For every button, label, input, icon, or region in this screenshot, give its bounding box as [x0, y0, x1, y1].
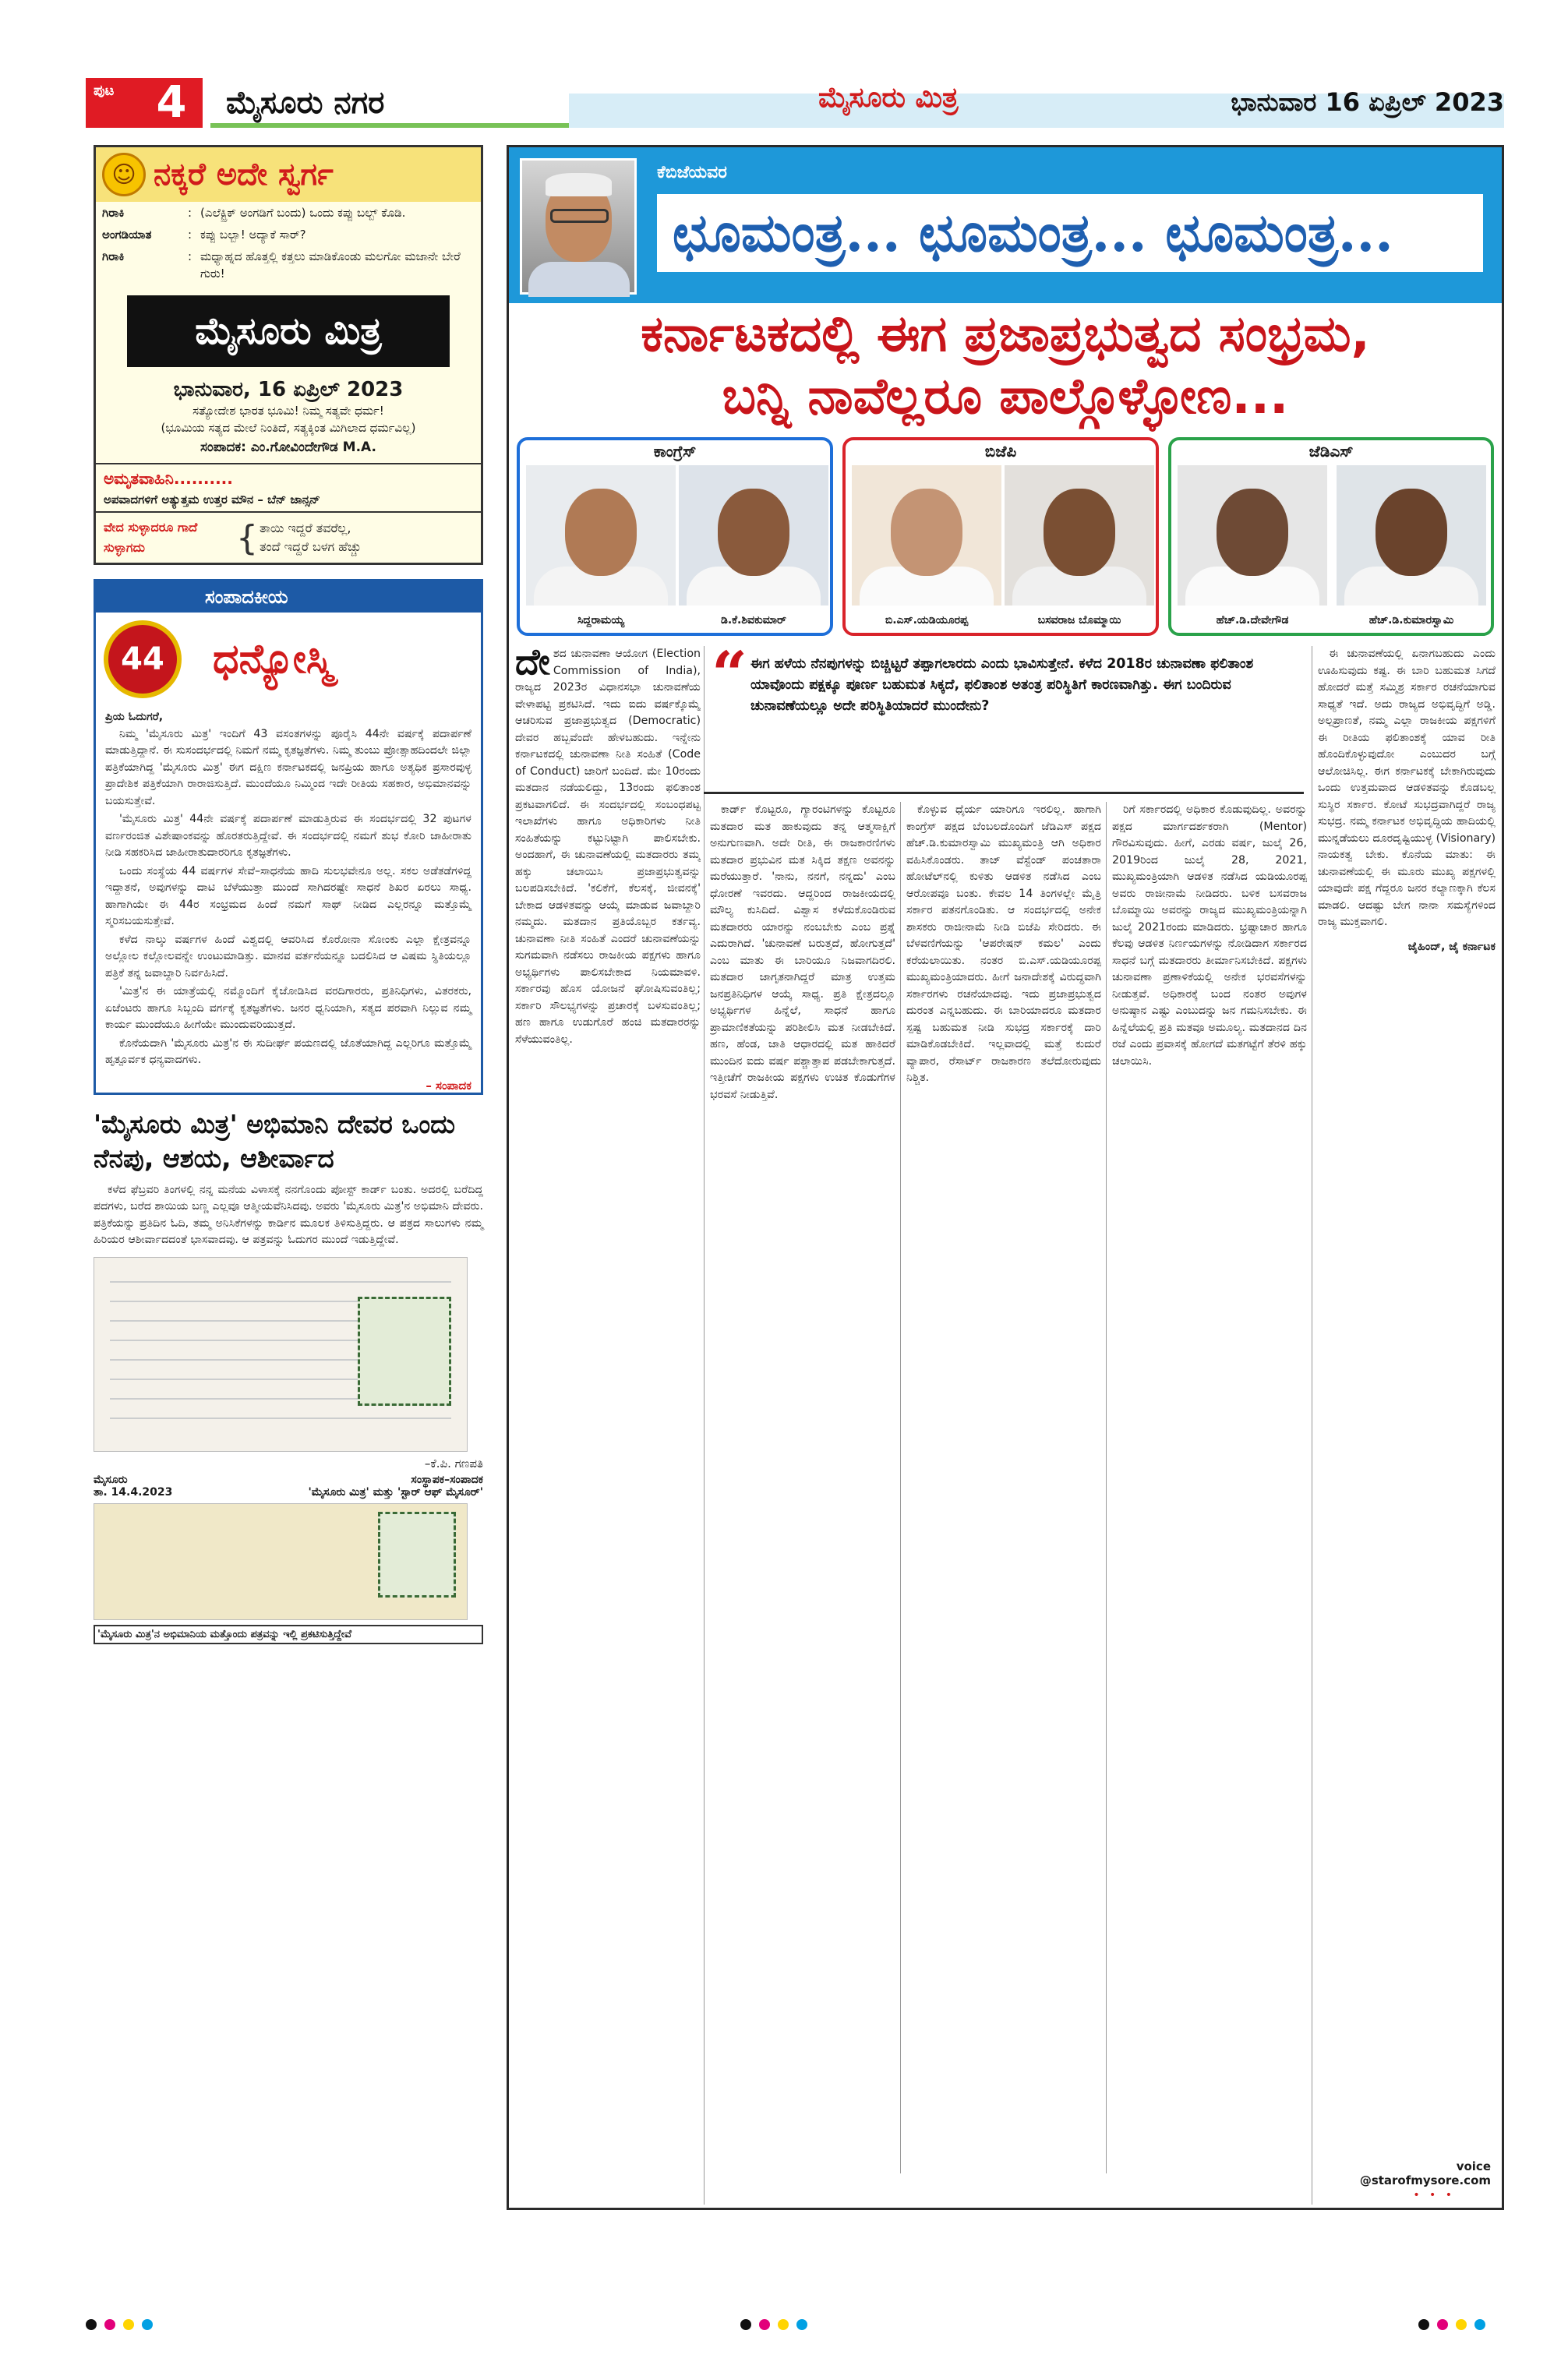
humor-line: ಗಿರಾಕಿ : ಮಧ್ಯಾಹ್ನದ ಹೊತ್ತಲ್ಲಿ ಕತ್ತಲು ಮಾಡಿಕೊಂಡು ಮಲಗೋ ಮಜಾನೇ ಬೇರೆ ಗುರು! [96, 245, 481, 284]
editorial-salutation: ಪ್ರಿಯ ಓದುಗರೆ, [105, 711, 164, 723]
article-column [1112, 802, 1307, 2173]
headline-line: ಬನ್ನಿ ನಾವೆಲ್ಲರೂ ಪಾಲ್ಗೊಳ್ಳೋಣ... [722, 368, 1289, 425]
masthead-date: ಭಾನುವಾರ, 16 ಏಪ್ರಿಲ್ 2023 [173, 378, 404, 401]
quote-text: ಅಪವಾದಗಳಿಗೆ ಅತ್ಯುತ್ತಮ ಉತ್ತರ ಮೌನ – ಬೆನ್ ಜಾನ್ಸನ್ [104, 493, 320, 507]
editorial-paragraph: 'ಮಿತ್ರ'ನ ಈ ಯಾತ್ರೆಯಲ್ಲಿ ನಮ್ಮೊಂದಿಗೆ ಕೈಜೋಡಿಸಿದ ವರದಿಗಾರರು, ಪ್ರತಿನಿಧಿಗಳು, ವಿತರಕರು, ಏಜೆಂಟರು ಹಾಗೂ ಸಿಬ್ಬಂದಿ ವರ್ಗಕ್ಕೆ ಕೃತಜ್ಞತೆಗಳು. ಜನರ ಧ್ವನಿಯಾಗಿ, ಸತ್ಯದ ಪರವಾಗಿ ನಿಲ್ಲುವ ನಮ್ಮ ಕಾರ್ಯ ಮುಂದೆಯೂ ಹೀಗೆಯೇ ಮುಂದುವರಿಯುತ್ತದೆ. [105, 985, 471, 1031]
end-mark-icon: • • • [1413, 2189, 1455, 2201]
article-column [906, 802, 1101, 2173]
article-text: ಕೊಳ್ಳುವ ಧೈರ್ಯ ಯಾರಿಗೂ ಇರಲಿಲ್ಲ. ಹಾಗಾಗಿ ಕಾಂಗ್ರೆಸ್ ಪಕ್ಷದ ಬೆಂಬಲದೊಂದಿಗೆ ಜೆಡಿಎಸ್ ಪಕ್ಷದ ಹೆಚ್.ಡಿ.ಕುಮಾರಸ್ವಾಮಿ ಮುಖ್ಯಮಂತ್ರಿ ಆಗಿ ಅಧಿಕಾರ ವಹಿಸಿಕೊಂಡರು. ತಾಜ್ ವೆಸ್ಟೆಂಡ್ ಪಂಚತಾರಾ ಹೋಟೆಲ್‌ನಲ್ಲಿ ಕುಳಿತು ಆಡಳಿತ ನಡೆಸಿದ ಎಂಬ ಆರೋಪವೂ ಬಂತು. ಕೇವಲ 14 ತಿಂಗಳಲ್ಲೇ ಮೈತ್ರಿ ಸರ್ಕಾರ ಪತನಗೊಂಡಿತು. ಆ ಸಂದರ್ಭದಲ್ಲಿ ಅನೇಕ ಶಾಸಕರು ರಾಜೀನಾಮೆ ನೀಡಿ ಬಿಜೆಪಿ ಸೇರಿದರು. ಈ ಬೆಳವಣಿಗೆಯನ್ನು 'ಆಪರೇಷನ್ ಕಮಲ' ಎಂದು ಕರೆಯಲಾಯಿತು. ನಂತರ ಬಿ.ಎಸ್.ಯಡಿಯೂರಪ್ಪ ಮುಖ್ಯಮಂತ್ರಿಯಾದರು. ಹೀಗೆ ಜನಾದೇಶಕ್ಕೆ ವಿರುದ್ಧವಾಗಿ ಸರ್ಕಾರಗಳು ರಚನೆಯಾದವು. ಇದು ಪ್ರಜಾಪ್ರಭುತ್ವದ ದುರಂತ ಎನ್ನಬಹುದು. ಈ ಬಾರಿಯಾದರೂ ಮತದಾರ ಸ್ಪಷ್ಟ ಬಹುಮತ ನೀಡಿ ಸುಭದ್ರ ಸರ್ಕಾರಕ್ಕೆ ದಾರಿ ಮಾಡಿಕೊಡಬೇಕಿದೆ. ಇಲ್ಲವಾದಲ್ಲಿ ಮತ್ತೆ ಕುದುರೆ ವ್ಯಾಪಾರ, ರೆಸಾರ್ಟ್ ರಾಜಕಾರಣ ತಲೆದೋರುವುದು ನಿಶ್ಚಿತ. [906, 803, 1101, 1084]
party-box-jds [1168, 437, 1494, 636]
columnist-photo [520, 158, 637, 295]
tribute-body [94, 1182, 483, 1249]
column-title: ಛೂಮಂತ್ರ... ಛೂಮಂತ್ರ... ಛೂಮಂತ್ರ... [657, 194, 1483, 272]
humor-title: ನಕ್ಕರೆ ಅದೇ ಸ್ವರ್ಗ [154, 157, 334, 192]
page-number: 4 [140, 78, 203, 128]
proverb-heading: ವೇದ ಸುಳ್ಳಾದರೂ ಗಾದೆ ಸುಳ್ಳಾಗದು [104, 520, 198, 555]
leader-name: ಸಿದ್ದರಾಮಯ್ಯ [577, 614, 625, 627]
quote-heading: ಅಮೃತವಾಹಿನಿ.......... [104, 469, 233, 488]
article-text: ಈ ಚುನಾವಣೆಯಲ್ಲಿ ಏನಾಗಬಹುದು ಎಂದು ಊಹಿಸುವುದು ಕಷ್ಟ. ಈ ಬಾರಿ ಬಹುಮತ ಸಿಗದೆ ಹೋದರೆ ಮತ್ತೆ ಸಮ್ಮಿಶ್ರ ಸರ್ಕಾರ ರಚನೆಯಾಗುವ ಸಾಧ್ಯತೆ ಇದೆ. ಅದು ರಾಜ್ಯದ ಅಭಿವೃದ್ಧಿಗೆ ಅಡ್ಡಿ. ಅಲ್ಪಪ್ರಾಣತೆ, ನಮ್ಮ ಎಲ್ಲಾ ರಾಜಕೀಯ ಪಕ್ಷಗಳಿಗೆ ಈ ರೀತಿಯ ಫಲಿತಾಂಶಕ್ಕೆ ಯಾವ ರೀತಿ ಹೊಂದಿಕೊಳ್ಳುವುದೋ ಎಂಬುದರ ಬಗ್ಗೆ ಆಲೋಚಿಸಿಲ್ಲ. ಈಗ ಕರ್ನಾಟಕಕ್ಕೆ ಬೇಕಾಗಿರುವುದು ಒಂದು ಉತ್ತಮವಾದ ಆಡಳಿತವನ್ನು ಕೊಡಬಲ್ಲ ಸುಸ್ಥಿರ ಸರ್ಕಾರ. ಕೋಟೆ ಸುಭದ್ರವಾಗಿದ್ದರೆ ರಾಜ್ಯ ಸುಭದ್ರ. ನಮ್ಮ ಕರ್ನಾಟಕ ಅಭಿವೃದ್ಧಿಯ ಹಾದಿಯಲ್ಲಿ ಮುನ್ನಡೆಯಲು ದೂರದೃಷ್ಟಿಯುಳ್ಳ (Visionary) ನಾಯಕತ್ವ ಬೇಕು. ಕೊನೆಯ ಮಾತು: ಈ ಚುನಾವಣೆಯಲ್ಲಿ ಈ ಮೂರು ಮುಖ್ಯ ಪಕ್ಷಗಳಲ್ಲಿ ಯಾವುದೇ ಪಕ್ಷ ಗೆದ್ದರೂ ಜನರ ಕಲ್ಯಾಣಕ್ಕಾಗಿ ಕೆಲಸ ಮಾಡಲಿ. ಆದಷ್ಟು ಬೇಗ ನಾನಾ ಸಮಸ್ಯೆಗಳಿಂದ ರಾಜ್ಯ ಮುಕ್ತವಾಗಲಿ. [1318, 648, 1496, 928]
editorial-paragraph: ಒಂದು ಸಂಸ್ಥೆಯ 44 ವರ್ಷಗಳ ಸೇವೆ–ಸಾಧನೆಯ ಹಾದಿ ಸುಲಭವೇನೂ ಅಲ್ಲ. ಸಕಲ ಅಡೆತಡೆಗಳಿದ್ದ ಇದ್ದಾತನೆ, ಅವುಗಳನ್ನು ದಾಟಿ ಬೆಳೆಯುತ್ತಾ ಮುಂದೆ ಸಾಗಿದರಷ್ಟೇ ಸಾಧನೆ ಶಿಖರ ಏರಲು ಸಾಧ್ಯ. ಹಾಗಾಗಿಯೇ ಈ 44ರ ಸಂಭ್ರಮದ ಹಿಂದೆ ನಮಗೆ ಸಾಥ್ ನೀಡಿದ ಎಲ್ಲರನ್ನೂ ಮತ್ತೊಮ್ಮೆ ಸ್ಮರಿಸಬಯಸುತ್ತೇವೆ. [105, 864, 471, 927]
masthead-motto-note: (ಭೂಮಿಯ ಸತ್ಯದ ಮೇಲೆ ನಿಂತಿದೆ, ಸತ್ಯಕ್ಕಿಂತ ಮಿಗಿಲಾದ ಧರ್ಮವಿಲ್ಲ) [161, 421, 416, 435]
registration-marks [1418, 2319, 1485, 2330]
party-box-bjp [842, 437, 1159, 636]
leader-photo [679, 465, 828, 606]
masthead-editor: ಸಂಪಾದಕ: ಎಂ.ಗೋವಿಂದೇಗೌಡ M.A. [200, 440, 376, 455]
leader-name: ಬಿ.ಎಸ್.ಯಡಿಯೂರಪ್ಪ [885, 614, 969, 627]
second-letter-image [94, 1503, 468, 1620]
brace-icon: { [236, 517, 258, 558]
leader-name: ಹೆಚ್.ಡಿ.ಕುಮಾರಸ್ವಾಮಿ [1368, 614, 1454, 627]
leader-photo [1337, 465, 1486, 606]
tribute-paragraph: ಕಳೆದ ಫೆಬ್ರವರಿ ತಿಂಗಳಲ್ಲಿ ನನ್ನ ಮನೆಯ ವಿಳಾಸಕ್ಕೆ ನನಗೊಂದು ಪೋಸ್ಟ್ ಕಾರ್ಡ್ ಬಂತು. ಅದರಲ್ಲಿ ಬರೆದಿದ್ದ ಪದಗಳು, ಬರೆದ ಶಾಯಿಯ ಬಣ್ಣ ಎಲ್ಲವೂ ಆತ್ಮೀಯವೆನಿಸಿದವು. ಅವರು 'ಮೈಸೂರು ಮಿತ್ರ'ನ ಅಭಿಮಾನಿ ದೇವರು. ಪತ್ರಿಕೆಯನ್ನು ಪ್ರತಿದಿನ ಓದಿ, ತಮ್ಮ ಅನಿಸಿಕೆಗಳನ್ನು ಕಾರ್ಡಿನ ಮೂಲಕ ತಿಳಿಸುತ್ತಿದ್ದರು. ಆ ಪತ್ರದ ಸಾಲುಗಳು ನಮ್ಮ ಹಿರಿಯರ ಆಶೀರ್ವಾದದಂತೆ ಭಾಸವಾದವು. ಆ ಪತ್ರವನ್ನು ಓದುಗರ ಮುಂದೆ ಇಡುತ್ತಿದ್ದೇವೆ. [94, 1183, 483, 1246]
leader-name: ಹೆಚ್.ಡಿ.ದೇವೇಗೌಡ [1216, 614, 1289, 627]
article-closing: ಜೈಹಿಂದ್, ಜೈ ಕರ್ನಾಟಕ [1407, 940, 1496, 953]
article-column [515, 646, 701, 2173]
letter-signature: –ಕೆ.ಪಿ. ಗಣಪತಿ [424, 1456, 483, 1471]
humor-line: ಗಿರಾಕಿ : (ಎಲೆಕ್ಟ್ರಿಕ್ ಅಂಗಡಿಗೆ ಬಂದು) ಒಂದು ಕಪ್ಪು ಬಲ್ಬ್ ಕೊಡಿ. [96, 202, 481, 224]
humor-box [94, 145, 483, 565]
section-title: ಮೈಸೂರು ನಗರ [210, 78, 569, 128]
editorial-paragraph: 'ಮೈಸೂರು ಮಿತ್ರ' 44ನೇ ವರ್ಷಕ್ಕೆ ಪದಾರ್ಪಣೆ ಮಾಡುತ್ತಿರುವ ಈ ಸಂದರ್ಭದಲ್ಲಿ 32 ಪುಟಗಳ ವರ್ಣರಂಜಿತ ವಿಶೇಷಾಂಕವನ್ನು ಹೊರತರುತ್ತಿದ್ದೇವೆ. ಈ ಸಂದರ್ಭದಲ್ಲಿ ನಮಗೆ ಶುಭ ಕೋರಿ ಜಾಹೀರಾತು ನೀಡಿ ಸಹಕರಿಸಿದ ಜಾಹೀರಾತುದಾರರಿಗೂ ಕೃತಜ್ಞತೆಗಳು. [105, 813, 471, 859]
editorial-paragraph: ಕಳೆದ ನಾಲ್ಕು ವರ್ಷಗಳ ಹಿಂದೆ ವಿಶ್ವದಲ್ಲಿ ಆವರಿಸಿದ ಕೊರೋನಾ ಸೋಂಕು ಎಲ್ಲಾ ಕ್ಷೇತ್ರವನ್ನೂ ಅಲ್ಲೋಲ ಕಲ್ಲೋಲವನ್ನೇ ಉಂಟುಮಾಡಿತ್ತು. ಮಾನವ ವರ್ತನೆಯನ್ನೂ ಬದಲಿಸಿದ ಆ ವಿಷಮ ಸ್ಥಿತಿಯಲ್ಲೂ ಪತ್ರಿಕೆ ತನ್ನ ಜವಾಬ್ದಾರಿ ನಿರ್ವಹಿಸಿದೆ. [105, 933, 471, 980]
editorial-body [96, 706, 481, 1079]
humor-speaker: ಗಿರಾಕಿ [102, 206, 125, 220]
proverb-text [260, 519, 362, 556]
letter-date: ತಾ. 14.4.2023 [94, 1485, 173, 1499]
page-header [86, 78, 1504, 128]
headline-line: ಕರ್ನಾಟಕದಲ್ಲಿ ಈಗ ಪ್ರಜಾಪ್ರಭುತ್ವದ ಸಂಭ್ರಮ, [641, 305, 1370, 363]
editorial-section-label: ಸಂಪಾದಕೀಯ [96, 581, 481, 613]
author-contact [1360, 2159, 1491, 2187]
editorial-signature: – ಸಂಪಾದಕ [426, 1078, 471, 1093]
proverb-line: ತಾಯಿ ಇದ್ದರೆ ತವರೆಲ್ಲ, [260, 521, 351, 535]
main-headline [509, 303, 1502, 428]
editorial-paragraph: ಕೊನೆಯದಾಗಿ 'ಮೈಸೂರು ಮಿತ್ರ'ನ ಈ ಸುದೀರ್ಘ ಪಯಣದಲ್ಲಿ ಜೊತೆಯಾಗಿದ್ದ ಎಲ್ಲರಿಗೂ ಮತ್ತೊಮ್ಮೆ ಹೃತ್ಪೂರ್ವಕ ಧನ್ಯವಾದಗಳು. [105, 1036, 471, 1066]
proverb-box [96, 511, 481, 563]
editorial-paragraph: ನಿಮ್ಮ 'ಮೈಸೂರು ಮಿತ್ರ' ಇಂದಿಗೆ 43 ವಸಂತಗಳನ್ನು ಪೂರೈಸಿ 44ನೇ ವರ್ಷಕ್ಕೆ ಪದಾರ್ಪಣೆ ಮಾಡುತ್ತಿದ್ದಾನೆ. ಈ ಸುಸಂದರ್ಭದಲ್ಲಿ ನಿಮಗೆ ನಮ್ಮ ಕೃತಜ್ಞತೆಗಳು. ನಿಮ್ಮ ತುಂಬು ಪ್ರೋತ್ಸಾಹದಿಂದಲೇ ಜಿಲ್ಲಾ ಪತ್ರಿಕೆಯಾಗಿದ್ದ 'ಮೈಸೂರು ಮಿತ್ರ' ಈಗ ದಕ್ಷಿಣ ಕರ್ನಾಟಕದಲ್ಲಿ ಜನಪ್ರಿಯ ಹಾಗೂ ಅತ್ಯಧಿಕ ಪ್ರಸಾರವುಳ್ಳ ಪ್ರಾದೇಶಿಕ ಪತ್ರಿಕೆಯಾಗಿ ರಾರಾಜಿಸುತ್ತಿದೆ. ಮುಂದೆಯೂ ನಿಮ್ಮಿಂದ ಇದೇ ರೀತಿಯ ಸಹಕಾರ, ಅಭಿಮಾನವನ್ನು ಬಯಸುತ್ತೇವೆ. [105, 727, 471, 807]
pull-quote [704, 637, 1304, 794]
left-column [94, 145, 483, 1644]
masthead-logo: ಮೈಸೂರು ಮಿತ್ರ [127, 295, 450, 367]
article-text: ಶದ ಚುನಾವಣಾ ಆಯೋಗ (Election Commission of India), ರಾಜ್ಯದ 2023ರ ವಿಧಾನಸಭಾ ಚುನಾವಣೆಯ ವೇಳಾಪಟ್ಟಿ ಪ್ರಕಟಿಸಿದೆ. ಇದು ಐದು ವರ್ಷಕ್ಕೊಮ್ಮೆ ಆಚರಿಸುವ ಪ್ರಜಾಪ್ರಭುತ್ವದ (Democratic) ದೇವರ ಹಬ್ಬವೆಂದೇ ಹೇಳಬಹುದು. ಇನ್ನೇನು ಕರ್ನಾಟಕದಲ್ಲಿ ಚುನಾವಣಾ ನೀತಿ ಸಂಹಿತೆ (Code of Conduct) ಜಾರಿಗೆ ಬಂದಿದೆ. ಮೇ 10ರಂದು ಮತದಾನ ನಡೆಯಲಿದ್ದು, 13ರಂದು ಫಲಿತಾಂಶ ಪ್ರಕಟವಾಗಲಿದೆ. ಈ ಸಂದರ್ಭದಲ್ಲಿ ಸಂಬಂಧಪಟ್ಟ ಇಲಾಖೆಗಳು ಹಾಗೂ ಅಧಿಕಾರಿಗಳು ನೀತಿ ಸಂಹಿತೆಯನ್ನು ಕಟ್ಟುನಿಟ್ಟಾಗಿ ಪಾಲಿಸಬೇಕು. ಅಂದಹಾಗೆ, ಈ ಚುನಾವಣೆಯಲ್ಲಿ ಮತದಾರರು ತಮ್ಮ ಹಕ್ಕು ಚಲಾಯಿಸಿ ಪ್ರಜಾಪ್ರಭುತ್ವವನ್ನು ಬಲಪಡಿಸಬೇಕಿದೆ. 'ಕಲಿಕೆಗೆ, ಕೆಲಸಕ್ಕೆ, ಜೀವನಕ್ಕೆ' ಬೇಕಾದ ಆಡಳಿತವನ್ನು ಆಯ್ಕೆ ಮಾಡುವ ಜವಾಬ್ದಾರಿ ನಮ್ಮದು. ಮತದಾನ ಪ್ರತಿಯೊಬ್ಬರ ಕರ್ತವ್ಯ. ಚುನಾವಣಾ ನೀತಿ ಸಂಹಿತೆ ಎಂದರೆ ಚುನಾವಣೆಯನ್ನು ಸುಗಮವಾಗಿ ನಡೆಸಲು ರಾಜಕೀಯ ಪಕ್ಷಗಳು ಹಾಗೂ ಅಭ್ಯರ್ಥಿಗಳು ಪಾಲಿಸಬೇಕಾದ ನಿಯಮಾವಳಿ. ಸರ್ಕಾರವು ಹೊಸ ಯೋಜನೆ ಘೋಷಿಸುವಂತಿಲ್ಲ; ಸರ್ಕಾರಿ ಸೌಲಭ್ಯಗಳನ್ನು ಪ್ರಚಾರಕ್ಕೆ ಬಳಸುವಂತಿಲ್ಲ; ಹಣ ಹಾಗೂ ಉಡುಗೊರೆ ಹಂಚಿ ಮತದಾರರನ್ನು ಸೆಳೆಯುವಂತಿಲ್ಲ. [515, 648, 701, 1046]
letter-addressee: 'ಮೈಸೂರು ಮಿತ್ರ' ಮತ್ತು 'ಸ್ಟಾರ್ ಆಫ್ ಮೈಸೂರ್' [308, 1485, 483, 1499]
contact-line: voice [1456, 2159, 1491, 2173]
article-text: ಕಾರ್ಡ್ ಕೊಟ್ಟರೂ, ಗ್ಯಾರಂಟಿಗಳನ್ನು ಕೊಟ್ಟರೂ ಮತದಾರ ಮತ ಹಾಕುವುದು ತನ್ನ ಆತ್ಮಸಾಕ್ಷಿಗೆ ಅನುಗುಣವಾಗಿ. ಅದೇ ರೀತಿ, ಈ ರಾಜಕಾರಣಿಗಳು ಮತದಾರ ಪ್ರಭುವಿನ ಮತ ಸಿಕ್ಕಿದ ತಕ್ಷಣ ಅವನನ್ನು ಮರೆಯುತ್ತಾರೆ. 'ನಾನು, ನನಗೆ, ನನ್ನದು' ಎಂಬ ಧೋರಣೆ ಇವರದು. ಆದ್ದರಿಂದ ರಾಜಕೀಯದಲ್ಲಿ ಮೌಲ್ಯ ಕುಸಿದಿದೆ. ವಿಶ್ವಾಸ ಕಳೆದುಕೊಂಡಿರುವ ಮತದಾರರು ಯಾರನ್ನು ನಂಬಬೇಕು ಎಂಬ ಪ್ರಶ್ನೆ ಎದುರಾಗಿದೆ. 'ಚುನಾವಣೆ ಬರುತ್ತದೆ, ಹೋಗುತ್ತದೆ' ಎಂಬ ಮಾತು ಈ ಬಾರಿಯೂ ನಿಜವಾಗದಿರಲಿ. ಮತದಾರ ಜಾಗೃತನಾಗಿದ್ದರೆ ಮಾತ್ರ ಉತ್ತಮ ಜನಪ್ರತಿನಿಧಿಗಳ ಆಯ್ಕೆ ಸಾಧ್ಯ. ಪ್ರತಿ ಕ್ಷೇತ್ರದಲ್ಲೂ ಅಭ್ಯರ್ಥಿಗಳ ಹಿನ್ನೆಲೆ, ಸಾಧನೆ ಹಾಗೂ ಪ್ರಾಮಾಣಿಕತೆಯನ್ನು ಪರಿಶೀಲಿಸಿ ಮತ ನೀಡಬೇಕಿದೆ. ಹಣ, ಹೆಂಡ, ಜಾತಿ ಆಧಾರದಲ್ಲಿ ಮತ ಹಾಕಿದರೆ ಮುಂದಿನ ಐದು ವರ್ಷ ಪಶ್ಚಾತ್ತಾಪ ಪಡಬೇಕಾಗುತ್ತದೆ. ಇತ್ತೀಚೆಗೆ ರಾಜಕೀಯ ಪಕ್ಷಗಳು ಉಚಿತ ಕೊಡುಗೆಗಳ ಭರವಸೆ ನೀಡುತ್ತಿವೆ. [710, 803, 895, 1101]
leader-name: ಡಿ.ಕೆ.ಶಿವಕುಮಾರ್ [721, 614, 786, 627]
letter-role: ಸಂಸ್ಥಾಪಕ–ಸಂಪಾದಕ [411, 1473, 483, 1486]
anniversary-badge-icon: 44 [104, 620, 182, 698]
proverb-line: ತಂದೆ ಇದ್ದರೆ ಬಳಗ ಹೆಚ್ಚು [260, 539, 362, 554]
leader-photo [1178, 465, 1327, 606]
humor-speaker: ಅಂಗಡಿಯಾತ [102, 228, 152, 242]
article-column [1318, 646, 1496, 2111]
column-kicker: ಕೆಬಿಜೆಯವರ [657, 163, 727, 182]
tribute-headline: 'ಮೈಸೂರು ಮಿತ್ರ' ಅಭಿಮಾನಿ ದೇವರ ಒಂದು ನೆನಪು, ಆಶಯ, ಆಶೀರ್ವಾದ [94, 1108, 455, 1174]
letter-place: ಮೈಸೂರು [94, 1473, 128, 1486]
humor-title-bar [96, 147, 481, 202]
party-name: ಬಿಜೆಪಿ [984, 442, 1017, 461]
humor-text: ಕಪ್ಪು ಬಲ್ಬಾ! ಅದ್ಯಾಕೆ ಸಾರ್? [200, 228, 306, 242]
leader-photo [1005, 465, 1154, 606]
leader-photo [852, 465, 1001, 606]
contact-email: @starofmysore.com [1359, 2173, 1491, 2187]
editorial-box [94, 579, 483, 1095]
article-text: ರಿಗೆ ಸರ್ಕಾರದಲ್ಲಿ ಅಧಿಕಾರ ಕೊಡುವುದಿಲ್ಲ. ಅವರನ್ನು ಪಕ್ಷದ ಮಾರ್ಗದರ್ಶಕರಾಗಿ (Mentor) ಗೌರವಿಸುವುದು. ಹೀಗೆ, ಎರಡು ವರ್ಷ, ಜುಲೈ 26, 2019ರಿಂದ ಜುಲೈ 28, 2021, ಮುಖ್ಯಮಂತ್ರಿಯಾಗಿ ಆಡಳಿತ ನಡೆಸಿದ ಯಡಿಯೂರಪ್ಪ ಅವರು ರಾಜೀನಾಮೆ ನೀಡಿದರು. ಬಳಿಕ ಬಸವರಾಜ ಬೊಮ್ಮಾಯಿ ಅವರನ್ನು ರಾಜ್ಯದ ಮುಖ್ಯಮಂತ್ರಿಯನ್ನಾಗಿ ಜುಲೈ 2021ರಂದು ಮಾಡಿದರು. ಭ್ರಷ್ಟಾಚಾರ ಹಾಗೂ ಕೆಲವು ಆಡಳಿತ ನಿರ್ಣಯಗಳನ್ನು ನೋಡಿದಾಗ ಸರ್ಕಾರದ ಸಾಧನೆ ಬಗ್ಗೆ ಮತದಾರರು ತೀರ್ಮಾನಿಸಬೇಕಿದೆ. ಪಕ್ಷಗಳು ಚುನಾವಣಾ ಪ್ರಣಾಳಿಕೆಯಲ್ಲಿ ಅನೇಕ ಭರವಸೆಗಳನ್ನು ನೀಡುತ್ತವೆ. ಅಧಿಕಾರಕ್ಕೆ ಬಂದ ನಂತರ ಅವುಗಳ ಅನುಷ್ಠಾನ ಎಷ್ಟು ಎಂಬುದನ್ನು ಜನ ಗಮನಿಸಬೇಕು. ಈ ಹಿನ್ನೆಲೆಯಲ್ಲಿ ಪ್ರತಿ ಮತವೂ ಅಮೂಲ್ಯ. ಮತದಾನದ ದಿನ ರಜೆ ಎಂದು ಪ್ರವಾಸಕ್ಕೆ ಹೋಗದೆ ಮತಗಟ್ಟೆಗೆ ತೆರಳಿ ಹಕ್ಕು ಚಲಾಯಿಸಿ. [1112, 803, 1307, 1068]
humor-line: ಅಂಗಡಿಯಾತ : ಕಪ್ಪು ಬಲ್ಬಾ! ಅದ್ಯಾಕೆ ಸಾರ್? [96, 224, 481, 245]
postcard-image [94, 1257, 468, 1452]
humor-speaker: ಗಿರಾಕಿ [102, 249, 125, 263]
leader-name: ಬಸವರಾಜ ಬೊಮ್ಮಾಯಿ [1037, 614, 1121, 627]
tribute-article [94, 1107, 483, 1644]
issue-date: ಭಾನುವಾರ 16 ಏಪ್ರಿಲ್ 2023 [1231, 87, 1504, 117]
party-box-congress [517, 437, 833, 636]
article-column [710, 802, 895, 2173]
registration-marks [740, 2319, 807, 2330]
drop-cap: ದೇ [515, 646, 550, 683]
registration-marks [86, 2319, 153, 2330]
page-label: ಪುಟ [86, 78, 140, 128]
humor-text: ಮಧ್ಯಾಹ್ನದ ಹೊತ್ತಲ್ಲಿ ಕತ್ತಲು ಮಾಡಿಕೊಂಡು ಮಲಗೋ ಮಜಾನೇ ಬೇರೆ ಗುರು! [200, 249, 461, 281]
quote-of-day [96, 463, 481, 511]
laughing-face-icon: ☺ [102, 153, 146, 196]
feature-banner [509, 147, 1502, 428]
humor-text: (ಎಲೆಕ್ಟ್ರಿಕ್ ಅಂಗಡಿಗೆ ಬಂದು) ಒಂದು ಕಪ್ಪು ಬಲ್ಬ್ ಕೊಡಿ. [200, 206, 406, 220]
postage-stamp-icon [358, 1297, 451, 1406]
main-article [507, 145, 1504, 2210]
quote-mark-icon: “ [712, 637, 748, 711]
editorial-title-row [96, 613, 481, 706]
party-name: ಕಾಂಗ್ರೆಸ್ [653, 442, 697, 461]
postage-stamp-icon [378, 1512, 456, 1598]
letter-footer [94, 1474, 483, 1499]
pull-quote-text: ಈಗ ಹಳೆಯ ನೆನಪುಗಳನ್ನು ಬಿಚ್ಚಿಟ್ಟರೆ ತಪ್ಪಾಗಲಾರದು ಎಂದು ಭಾವಿಸುತ್ತೇನೆ. ಕಳೆದ 2018ರ ಚುನಾವಣಾ ಫಲಿತಾಂಶ ಯಾವೊಂದು ಪಕ್ಷಕ್ಕೂ ಪೂರ್ಣ ಬಹುಮತ ಸಿಕ್ಕದೆ, ಫಲಿತಾಂಶ ಅತಂತ್ರ ಪರಿಸ್ಥಿತಿಗೆ ಕಾರಣವಾಗಿತ್ತು. ಈಗ ಬಂದಿರುವ ಚುನಾವಣೆಯಲ್ಲೂ ಅದೇ ಪರಿಸ್ಥಿತಿಯಾದರೆ ಮುಂದೇನು? [750, 656, 1254, 714]
article-columns [509, 637, 1502, 2205]
leader-photo [526, 465, 676, 606]
paper-name: ಮೈಸೂರು ಮಿತ್ರ [818, 81, 959, 114]
party-name: ಜೆಡಿಎಸ್ [1308, 442, 1354, 461]
masthead-motto: ಸತ್ಯೋದೇಶ ಭಾರತ ಭೂಮಿ! ನಿಮ್ಮ ಸತ್ಯವೇ ಧರ್ಮ! [192, 404, 384, 418]
letter-caption: 'ಮೈಸೂರು ಮಿತ್ರ'ನ ಅಭಿಮಾನಿಯ ಮತ್ತೊಂದು ಪತ್ರವನ್ನು ಇಲ್ಲಿ ಪ್ರಕಟಿಸುತ್ತಿದ್ದೇವೆ [94, 1625, 483, 1644]
editorial-title: ಧನ್ಯೋಸ್ಮಿ [213, 635, 334, 683]
party-leaders [517, 437, 1494, 636]
